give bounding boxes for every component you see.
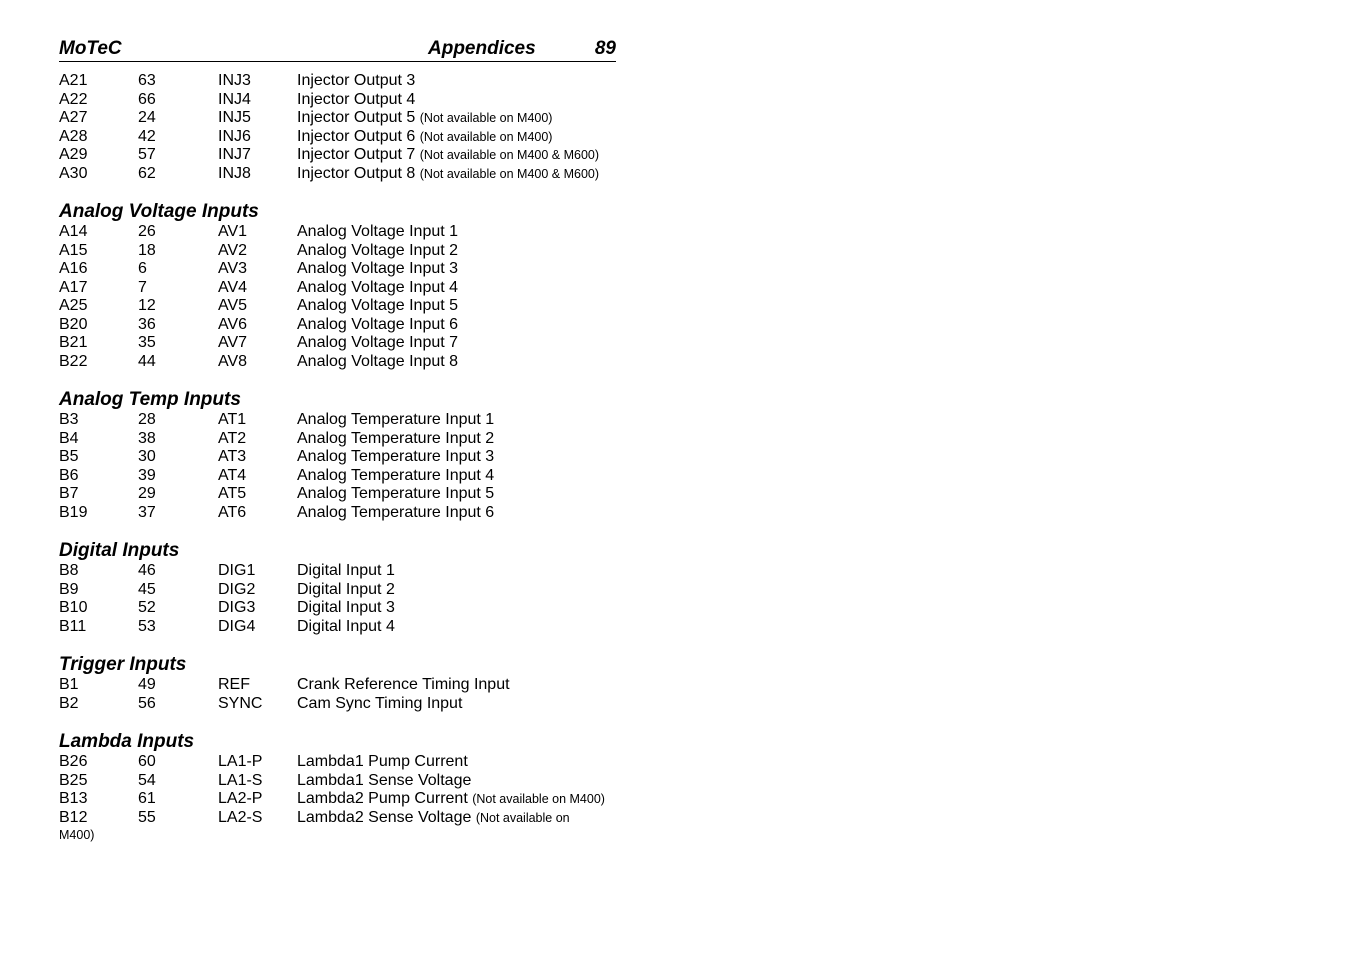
pin-number: 54	[138, 771, 156, 789]
table-row	[59, 695, 616, 714]
description-text: Digital Input 3	[297, 599, 395, 616]
description-text: Injector Output 4	[297, 90, 416, 108]
lambda-table	[59, 753, 616, 827]
description-text: Injector Output 3	[297, 72, 416, 89]
signal-code: INJ5	[218, 109, 251, 126]
section-title-lambda: Lambda Inputs	[59, 731, 195, 752]
availability-note: (Not available on M400)	[472, 792, 605, 806]
description-text: Analog Voltage Input 5	[297, 297, 459, 314]
pin-label: A15	[59, 241, 88, 259]
description-text: Injector Output 7	[297, 146, 416, 163]
description-text: Lambda1 Pump Current	[297, 753, 468, 770]
description-text: Injector Output 6	[297, 127, 416, 145]
signal-code: AT1	[218, 411, 247, 428]
signal-description	[297, 411, 494, 430]
pin-number: 61	[138, 790, 156, 807]
signal-code: LA2-S	[218, 808, 263, 826]
pin-number: 37	[138, 503, 156, 521]
table-row	[59, 772, 616, 791]
analog-temp-table	[59, 411, 616, 522]
pin-number: 35	[138, 334, 156, 351]
pin-label: B2	[59, 694, 79, 712]
description-text: Analog Temperature Input 6	[297, 503, 495, 521]
pin-number: 18	[138, 241, 156, 259]
table-row	[59, 223, 616, 242]
description-text: Digital Input 4	[297, 617, 395, 635]
table-row	[59, 411, 616, 430]
pin-number: 60	[138, 753, 156, 770]
pin-number: 36	[138, 315, 156, 333]
section-title-trigger: Trigger Inputs	[59, 654, 187, 675]
table-row	[59, 790, 616, 809]
description-text: Analog Voltage Input 3	[297, 260, 459, 277]
table-row	[59, 128, 616, 147]
pin-number: 46	[138, 562, 156, 579]
pin-number: 42	[138, 127, 156, 145]
signal-code: SYNC	[218, 694, 263, 712]
signal-code: AV8	[218, 352, 248, 370]
table-row	[59, 581, 616, 600]
availability-note: (Not available on M400 & M600)	[419, 148, 600, 162]
signal-code: AT6	[218, 503, 247, 521]
signal-description	[297, 242, 458, 261]
signal-code: AV6	[218, 315, 248, 333]
pin-label: A25	[59, 297, 88, 314]
signal-code: INJ4	[218, 90, 251, 108]
pin-number: 7	[138, 278, 147, 296]
signal-description	[297, 260, 458, 279]
pin-label: B13	[59, 790, 88, 807]
signal-description	[297, 353, 458, 372]
table-row	[59, 279, 616, 298]
pin-label: A22	[59, 90, 88, 108]
table-row	[59, 242, 616, 261]
table-row	[59, 467, 616, 486]
pin-label: B10	[59, 599, 88, 616]
pin-label: B5	[59, 448, 79, 465]
signal-code: DIG2	[218, 580, 256, 598]
table-row	[59, 316, 616, 335]
pin-number: 30	[138, 448, 156, 465]
section-name: Appendices	[428, 38, 536, 59]
signal-code: AT4	[218, 466, 247, 484]
pin-label: B7	[59, 485, 79, 502]
description-text: Analog Temperature Input 5	[297, 485, 495, 502]
signal-code: AV5	[218, 297, 248, 314]
signal-code: AV4	[218, 278, 248, 296]
pin-label: A30	[59, 164, 88, 182]
signal-description	[297, 223, 458, 242]
signal-code: AT5	[218, 485, 247, 502]
signal-code: AT3	[218, 448, 247, 465]
signal-description	[297, 695, 462, 714]
pin-number: 12	[138, 297, 156, 314]
description-text: Analog Temperature Input 1	[297, 411, 495, 428]
description-text: Digital Input 2	[297, 580, 395, 598]
table-row	[59, 91, 616, 110]
signal-code: AV3	[218, 260, 248, 277]
signal-code: DIG1	[218, 562, 256, 579]
availability-note: (Not available on M400)	[419, 129, 553, 144]
signal-description	[297, 753, 468, 772]
pin-label: B20	[59, 315, 88, 333]
signal-description	[297, 91, 415, 110]
signal-description	[297, 72, 415, 91]
table-row	[59, 297, 616, 316]
table-row	[59, 485, 616, 504]
brand-name: MoTeC	[59, 38, 122, 59]
table-row	[59, 599, 616, 618]
description-text: Digital Input 1	[297, 562, 395, 579]
description-text: Analog Voltage Input 7	[297, 334, 459, 351]
digital-table	[59, 562, 616, 636]
page-number: 89	[594, 38, 616, 59]
table-row	[59, 753, 616, 772]
table-row	[59, 562, 616, 581]
signal-description	[297, 316, 458, 335]
pin-label: B8	[59, 562, 79, 579]
signal-code: DIG4	[218, 617, 256, 635]
pin-number: 38	[138, 429, 156, 447]
signal-description	[297, 562, 395, 581]
pin-number: 6	[138, 260, 147, 277]
pin-label: B22	[59, 352, 88, 370]
availability-note: (Not available on M400)	[419, 111, 553, 125]
description-text: Injector Output 8	[297, 164, 416, 182]
table-row	[59, 72, 616, 91]
description-text: Analog Voltage Input 4	[297, 278, 459, 296]
description-text: Analog Temperature Input 2	[297, 429, 495, 447]
pin-label: B11	[59, 617, 87, 635]
table-row	[59, 165, 616, 184]
signal-code: AV2	[218, 241, 248, 259]
pin-number: 24	[138, 109, 156, 126]
pin-label: A28	[59, 127, 88, 145]
trigger-table	[59, 676, 616, 713]
pin-number: 55	[138, 808, 156, 826]
description-text: Lambda2 Pump Current	[297, 790, 468, 807]
page-header	[59, 36, 616, 62]
signal-code: REF	[218, 676, 250, 693]
pin-label: A17	[59, 278, 88, 296]
pin-number: 57	[138, 146, 156, 163]
signal-description	[297, 504, 494, 523]
signal-description	[297, 599, 395, 618]
signal-code: LA1-P	[218, 753, 263, 770]
pin-label: A21	[59, 72, 88, 89]
signal-code: DIG3	[218, 599, 256, 616]
signal-description	[297, 334, 458, 353]
signal-code: INJ6	[218, 127, 251, 145]
table-row	[59, 430, 616, 449]
description-text: Analog Voltage Input 2	[297, 241, 459, 259]
signal-code: INJ8	[218, 164, 251, 182]
signal-code: AV1	[218, 223, 248, 240]
description-text: Crank Reference Timing Input	[297, 676, 510, 693]
signal-description	[297, 581, 395, 600]
description-text: Lambda1 Sense Voltage	[297, 771, 472, 789]
signal-description	[297, 485, 494, 504]
pin-label: B9	[59, 580, 79, 598]
pin-label: A27	[59, 109, 88, 126]
signal-description	[297, 128, 552, 147]
pin-number: 29	[138, 485, 156, 502]
pin-label: B12	[59, 808, 88, 826]
injector-table	[59, 72, 616, 183]
table-row	[59, 353, 616, 372]
signal-description	[297, 146, 599, 165]
availability-note: (Not available on	[475, 810, 570, 825]
pin-label: B26	[59, 753, 88, 770]
description-text: Cam Sync Timing Input	[297, 694, 463, 712]
pin-label: B4	[59, 429, 79, 447]
pin-label: A14	[59, 223, 88, 240]
pin-number: 52	[138, 599, 156, 616]
signal-code: AT2	[218, 429, 247, 447]
signal-description	[297, 430, 494, 449]
signal-description	[297, 618, 395, 637]
pin-number: 53	[138, 617, 156, 635]
signal-code: LA2-P	[218, 790, 263, 807]
table-row	[59, 109, 616, 128]
pin-number: 66	[138, 90, 156, 108]
pin-label: B21	[59, 334, 88, 351]
pin-number: 56	[138, 694, 156, 712]
availability-note: (Not available on M400 & M600)	[419, 166, 600, 181]
description-text: Analog Temperature Input 3	[297, 448, 495, 465]
pin-number: 44	[138, 352, 156, 370]
pin-label: B1	[59, 676, 79, 693]
table-row	[59, 504, 616, 523]
pin-number: 28	[138, 411, 156, 428]
note-continuation: M400)	[59, 828, 95, 842]
description-text: Analog Voltage Input 1	[297, 223, 459, 240]
pin-number: 39	[138, 466, 156, 484]
signal-description	[297, 297, 458, 316]
signal-description	[297, 448, 494, 467]
section-title-digital: Digital Inputs	[59, 540, 180, 561]
description-text: Analog Voltage Input 6	[297, 315, 459, 333]
table-row	[59, 260, 616, 279]
signal-description	[297, 109, 552, 128]
pin-label: A16	[59, 260, 88, 277]
pin-label: B3	[59, 411, 79, 428]
pin-number: 63	[138, 72, 156, 89]
signal-description	[297, 809, 570, 828]
pin-label: B25	[59, 771, 88, 789]
pin-label: A29	[59, 146, 88, 163]
table-row	[59, 448, 616, 467]
signal-description	[297, 165, 599, 184]
signal-description	[297, 772, 471, 791]
document-page	[59, 36, 616, 842]
signal-code: AV7	[218, 334, 248, 351]
section-title-analog-temp: Analog Temp Inputs	[59, 389, 241, 410]
analog-voltage-table	[59, 223, 616, 371]
pin-number: 49	[138, 676, 156, 693]
signal-code: LA1-S	[218, 771, 263, 789]
pin-number: 45	[138, 580, 156, 598]
description-text: Injector Output 5	[297, 109, 416, 126]
table-row	[59, 146, 616, 165]
signal-description	[297, 676, 510, 695]
description-text: Analog Temperature Input 4	[297, 466, 495, 484]
description-text: Lambda2 Sense Voltage	[297, 808, 472, 826]
pin-number: 26	[138, 223, 156, 240]
signal-description	[297, 279, 458, 298]
table-row	[59, 809, 616, 828]
signal-code: INJ3	[218, 72, 251, 89]
signal-description	[297, 790, 605, 809]
table-row	[59, 334, 616, 353]
signal-description	[297, 467, 494, 486]
pin-label: B6	[59, 466, 79, 484]
signal-code: INJ7	[218, 146, 251, 163]
pin-number: 62	[138, 164, 156, 182]
description-text: Analog Voltage Input 8	[297, 352, 459, 370]
pin-label: B19	[59, 503, 88, 521]
table-row	[59, 676, 616, 695]
section-title-analog-voltage: Analog Voltage Inputs	[59, 201, 259, 222]
table-row	[59, 618, 616, 637]
